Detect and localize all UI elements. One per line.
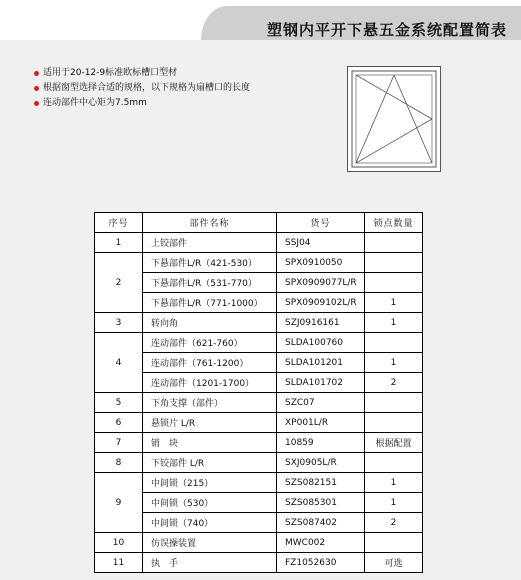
cell-no: 2 — [95, 253, 143, 313]
cell-points — [365, 393, 423, 413]
cell-no: 11 — [95, 553, 143, 573]
cell-name: 下悬部件L/R（421-530） — [143, 253, 277, 273]
cell-name: 连动部件（1201-1700） — [143, 373, 277, 393]
cell-code: SPX0909077L/R — [277, 273, 365, 293]
cell-no: 7 — [95, 433, 143, 453]
cell-name: 销 块 — [143, 433, 277, 453]
note-item — [34, 81, 250, 96]
table-row — [95, 453, 423, 473]
cell-name: 连动部件（621-760） — [143, 333, 277, 353]
window-diagram — [347, 66, 441, 172]
cell-no: 3 — [95, 313, 143, 333]
cell-points: 2 — [365, 373, 423, 393]
cell-code: SXJ0905L/R — [277, 453, 365, 473]
cell-name: 悬锁片 L/R — [143, 413, 277, 433]
cell-points — [365, 233, 423, 253]
cell-points — [365, 453, 423, 473]
cell-points: 1 — [365, 493, 423, 513]
cell-code: SPX0909102L/R — [277, 293, 365, 313]
cell-points — [365, 253, 423, 273]
note-text: 适用于20-12-9标准欧标槽口型材 — [43, 68, 178, 78]
table-row — [95, 313, 423, 333]
cell-code: SZJ0916161 — [277, 313, 365, 333]
title-tab — [201, 6, 521, 40]
spec-table — [94, 212, 423, 573]
page-title: 塑钢内平开下悬五金系统配置简表 — [266, 21, 507, 39]
table-header-row — [95, 213, 423, 233]
cell-points — [365, 273, 423, 293]
table-row — [95, 493, 423, 513]
cell-name: 执 手 — [143, 553, 277, 573]
cell-name: 转向角 — [143, 313, 277, 333]
cell-code: 10859 — [277, 433, 365, 453]
table-row — [95, 553, 423, 573]
cell-code: SSJ04 — [277, 233, 365, 253]
table-row — [95, 473, 423, 493]
col-header-no: 序号 — [95, 213, 143, 233]
cell-points — [365, 413, 423, 433]
table-row — [95, 513, 423, 533]
cell-points: 1 — [365, 313, 423, 333]
cell-code: SLDA101201 — [277, 353, 365, 373]
note-text: 连动部件中心矩为7.5mm — [43, 98, 147, 108]
table-row — [95, 413, 423, 433]
cell-code: SZS082151 — [277, 473, 365, 493]
cell-no: 4 — [95, 333, 143, 393]
cell-code: SLDA100760 — [277, 333, 365, 353]
cell-points: 1 — [365, 293, 423, 313]
cell-code: SPX0910050 — [277, 253, 365, 273]
cell-name: 上铰部件 — [143, 233, 277, 253]
cell-code: SLDA101702 — [277, 373, 365, 393]
table-row — [95, 393, 423, 413]
note-item — [34, 96, 250, 111]
title-bar — [0, 0, 521, 40]
cell-code: SZS087402 — [277, 513, 365, 533]
cell-no: 5 — [95, 393, 143, 413]
cell-points — [365, 333, 423, 353]
note-item — [34, 66, 250, 81]
cell-no: 1 — [95, 233, 143, 253]
cell-no: 10 — [95, 533, 143, 553]
cell-name: 下悬部件L/R（531-770） — [143, 273, 277, 293]
cell-code: SZC07 — [277, 393, 365, 413]
table-row — [95, 333, 423, 353]
cell-name: 下悬部件L/R（771-1000） — [143, 293, 277, 313]
table-row — [95, 233, 423, 253]
cell-points: 可选 — [365, 553, 423, 573]
table-row — [95, 533, 423, 553]
cell-name: 中间锁（530） — [143, 493, 277, 513]
cell-no: 8 — [95, 453, 143, 473]
col-header-code: 货号 — [277, 213, 365, 233]
table-row — [95, 433, 423, 453]
col-header-name: 部件名称 — [143, 213, 277, 233]
cell-name: 中间锁（740） — [143, 513, 277, 533]
note-text: 根据窗型选择合适的规格，以下规格为扇槽口的长度 — [43, 83, 251, 93]
cell-name: 中间锁（215） — [143, 473, 277, 493]
table-row — [95, 373, 423, 393]
bullet-icon — [34, 71, 39, 76]
cell-name: 仿误操装置 — [143, 533, 277, 553]
cell-code: FZ1052630 — [277, 553, 365, 573]
table-row — [95, 293, 423, 313]
cell-code: SZS085301 — [277, 493, 365, 513]
cell-points: 1 — [365, 353, 423, 373]
cell-name: 下铰部件 L/R — [143, 453, 277, 473]
table-row — [95, 253, 423, 273]
notes-list — [34, 66, 250, 111]
table-row — [95, 353, 423, 373]
bullet-icon — [34, 101, 39, 106]
cell-no: 6 — [95, 413, 143, 433]
cell-name: 连动部件（761-1200） — [143, 353, 277, 373]
cell-points — [365, 533, 423, 553]
col-header-points: 锁点数量 — [365, 213, 423, 233]
bullet-icon — [34, 86, 39, 91]
cell-name: 下角支撑（部件） — [143, 393, 277, 413]
cell-no: 9 — [95, 473, 143, 533]
cell-points: 2 — [365, 513, 423, 533]
cell-code: XP001L/R — [277, 413, 365, 433]
cell-points: 根据配置 — [365, 433, 423, 453]
table-row — [95, 273, 423, 293]
cell-points: 1 — [365, 473, 423, 493]
cell-code: MWC002 — [277, 533, 365, 553]
